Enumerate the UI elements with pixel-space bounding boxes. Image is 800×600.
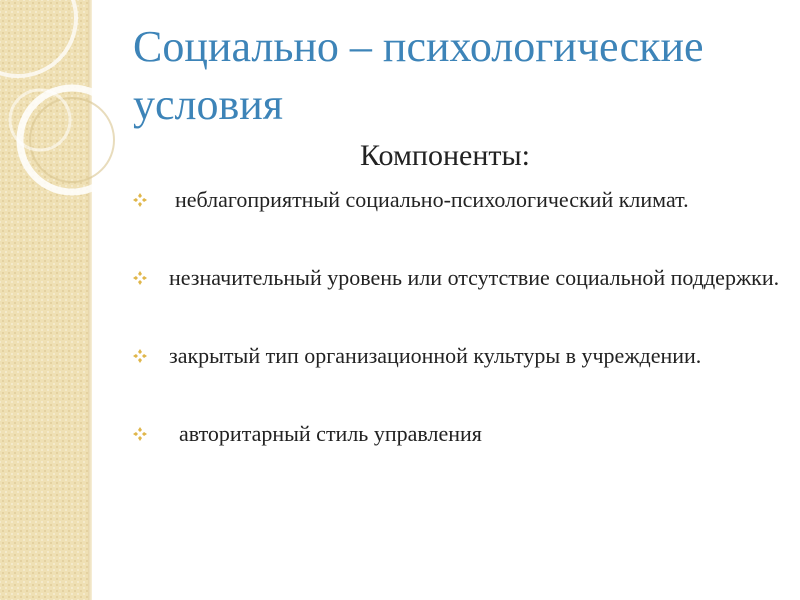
slide-title: Социально – психологические условия — [133, 22, 704, 129]
bullet-text: незначительный уровень или отсутствие социальной поддержки. — [169, 265, 780, 290]
diamond-bullet-icon — [133, 271, 147, 285]
decorative-rings-icon — [0, 0, 140, 260]
diamond-bullet-icon — [133, 427, 147, 441]
bullet-text: закрытый тип организационной культуры в учреждении. — [169, 343, 702, 368]
diamond-bullet-icon — [133, 193, 147, 207]
bullet-text: авторитарный стиль управления — [179, 421, 482, 446]
bullet-list — [133, 183, 783, 451]
bullet-item — [133, 417, 783, 451]
diamond-bullet-icon — [133, 349, 147, 363]
bullet-item — [133, 261, 783, 295]
bullet-item — [133, 339, 783, 373]
bullet-text: неблагоприятный социально-психологический климат. — [175, 187, 689, 212]
components-subheading: Компоненты: — [360, 139, 531, 172]
bullet-item — [133, 183, 783, 217]
